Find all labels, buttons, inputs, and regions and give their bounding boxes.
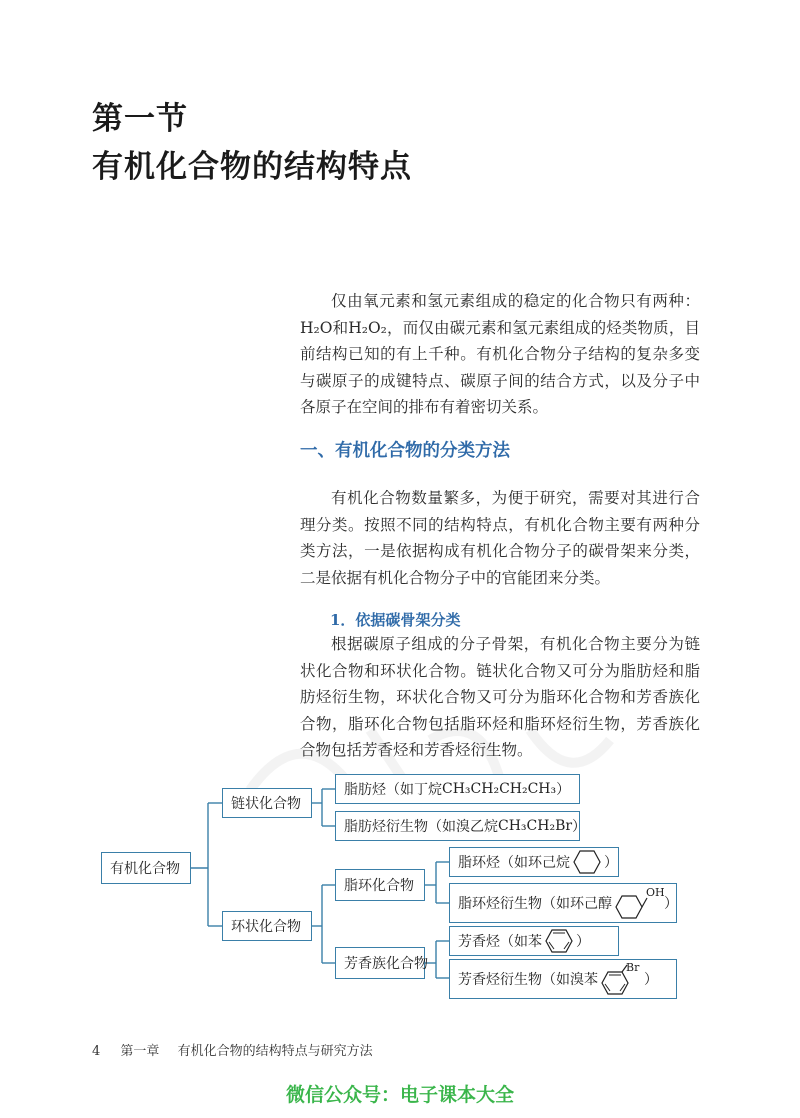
node-label: 有机化合物 — [110, 861, 180, 877]
node-aromatic-hydrocarbon — [449, 926, 619, 956]
intro-paragraph: 仅由氧元素和氢元素组成的稳定的化合物只有两种：H₂O和H₂O₂，而仅由碳元素和氢元素组成的烃类物质，目前结构已知的有上千种。有机化合物分子结构的复杂多变与碳原子的成键特点、碳原子间的结合方式，以及分子中各原子在空间的排布有着密切关系。 — [300, 292, 700, 416]
bromine-label: Br — [626, 961, 640, 974]
node-ring-compounds — [222, 911, 312, 941]
node-aromatic-derivative — [449, 959, 677, 999]
subheading-classification: 一、有机化合物的分类方法 — [300, 441, 510, 461]
bromobenzene-icon — [601, 962, 641, 996]
wechat-watermark: 微信公众号：电子课本大全 — [285, 1084, 514, 1106]
node-label-close: ） — [572, 819, 587, 835]
carbon-skeleton-paragraph: 根据碳原子组成的分子骨架，有机化合物主要分为链状化合物和环状化合物。链状化合物又可分为脂肪烃和脂肪烃衍生物，环状化合物又可分为脂环化合物和芳香族化合物，脂环化合物包括脂环烃和脂环烃衍生物，芳香族化合物包括芳香烃和芳香烃衍生物。 — [300, 635, 700, 759]
node-organic-compounds — [101, 852, 191, 884]
classification-paragraph: 有机化合物数量繁多，为便于研究，需要对其进行合理分类。按照不同的结构特点，有机化合物主要有两种分类方法，一是依据构成有机化合物分子的碳骨架来分类，二是依据有机化合物分子中的官能团来分类。 — [300, 489, 700, 587]
node-label: 链状化合物 — [231, 796, 301, 812]
chapter-label: 第一章 — [120, 1044, 160, 1059]
node-label: 脂环烃（如环己烷 — [458, 855, 570, 871]
node-label: 脂环化合物 — [344, 878, 414, 894]
butane-formula: CH₃CH₂CH₂CH₃ — [442, 781, 557, 797]
page-number: 4 — [92, 1044, 101, 1059]
node-label-close: ） — [664, 896, 678, 912]
node-aromatic-compounds — [335, 947, 428, 979]
node-label: 环状化合物 — [231, 919, 301, 935]
node-label-close: ） — [604, 855, 618, 871]
cyclohexane-icon — [573, 849, 601, 875]
node-label: 芳香烃衍生物（如溴苯 — [458, 972, 598, 988]
section-title: 有机化合物的结构特点 — [92, 149, 412, 185]
benzene-icon — [545, 928, 573, 954]
node-label: 芳香族化合物 — [344, 956, 428, 972]
subheading-carbon-skeleton: 1．依据碳骨架分类 — [330, 611, 461, 629]
node-alicyclic-hydrocarbon — [449, 847, 619, 877]
node-aliphatic-hydrocarbon — [335, 774, 580, 804]
section-number: 第一节 — [92, 101, 188, 137]
node-alicyclic-compounds — [335, 869, 425, 901]
node-label: 芳香烃（如苯 — [458, 934, 542, 950]
node-alicyclic-derivative — [449, 883, 677, 923]
node-label-close: ） — [556, 782, 571, 798]
node-label: 脂肪烃（如丁烷 — [344, 782, 442, 798]
hydroxyl-label: OH — [646, 886, 665, 899]
chapter-title: 有机化合物的结构特点与研究方法 — [177, 1044, 373, 1059]
cyclohexanol-icon — [615, 886, 665, 920]
node-chain-compounds — [222, 788, 312, 818]
node-label: 脂肪烃衍生物（如溴乙烷 — [344, 819, 498, 835]
node-label-close: ） — [576, 934, 590, 950]
node-label: 脂环烃衍生物（如环己醇 — [458, 896, 612, 912]
bromoethane-formula: CH₃CH₂Br — [498, 818, 573, 834]
node-aliphatic-derivative — [335, 811, 587, 841]
node-label-close: ） — [644, 972, 658, 988]
page-footer — [92, 1040, 373, 1059]
